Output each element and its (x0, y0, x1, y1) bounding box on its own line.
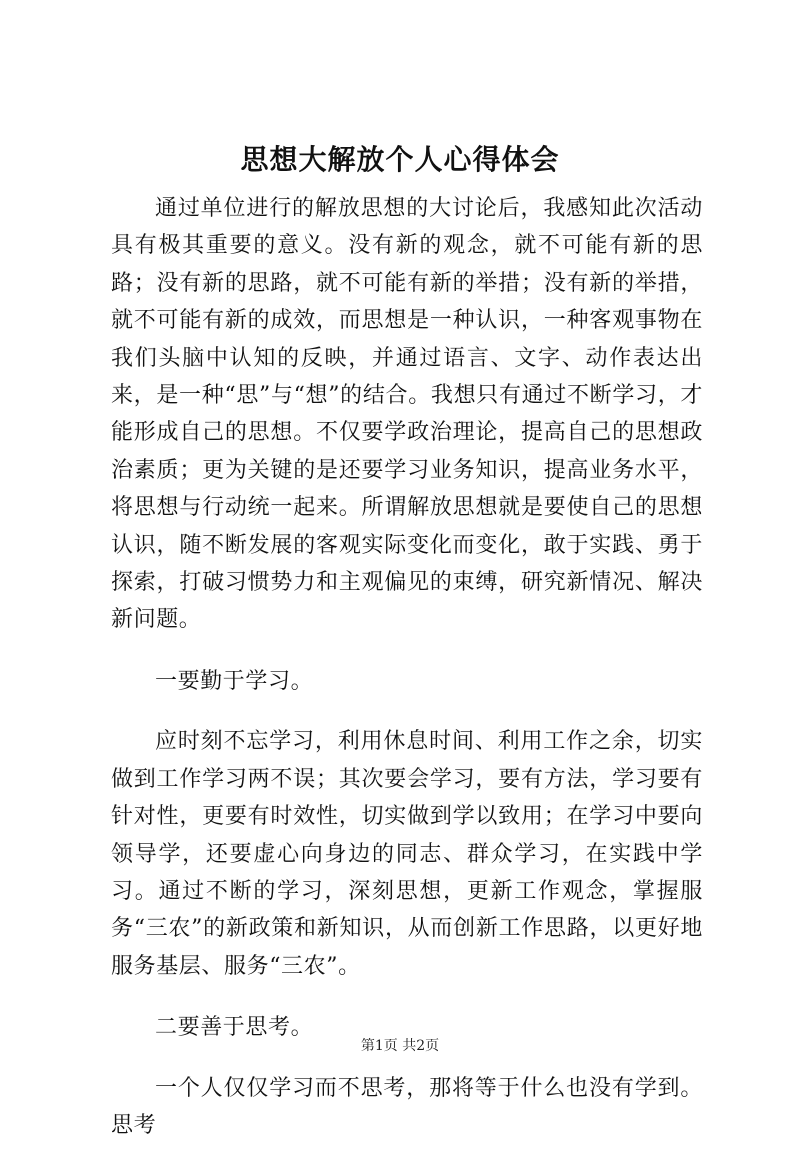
body-paragraph: 应时刻不忘学习，利用休息时间、利用工作之余，切实做到工作学习两不误；其次要会学习，要有方法，学习要有针对性，更要有时效性，切实做到学以致用；在学习中要向领导学，还要虚心向身边的同志、群众学习，在实践中学习。通过不断的学习，深刻思想，更新工作观念，掌握服务“三农”的新政策和新知识，从而创新工作思路，以更好地服务基层、服务“三农”。 (111, 729, 703, 979)
section-heading: 二要善于思考。 (155, 1015, 314, 1041)
section-heading: 一要勤于学习。 (155, 668, 314, 694)
document-body (111, 190, 703, 1168)
body-paragraph: 通过单位进行的解放思想的大讨论后，我感知此次活动具有极其重要的意义。没有新的观念，就不可能有新的思路；没有新的思路，就不可能有新的举措；没有新的举措，就不可能有新的成效，而思想是一种认识，一种客观事物在我们头脑中认知的反映，并通过语言、文字、动作表达出来，是一种“思”与“想”的结合。我想只有通过不断学习，才能形成自己的思想。不仅要学政治理论，提高自己的思想政治素质；更为关键的是还要学习业务知识，提高业务水平，将思想与行动统一起来。所谓解放思想就是要使自己的思想认识，随不断发展的客观实际变化而变化，敢于实践、勇于探索，打破习惯势力和主观偏见的束缚，研究新情况、解决新问题。 (111, 196, 703, 633)
document-title: 思想大解放个人心得体会 (240, 143, 560, 176)
body-paragraph: 一个人仅仅学习而不思考，那将等于什么也没有学到。思考 (111, 1075, 703, 1138)
page-number-footer: 第1页 共2页 (360, 1038, 440, 1054)
